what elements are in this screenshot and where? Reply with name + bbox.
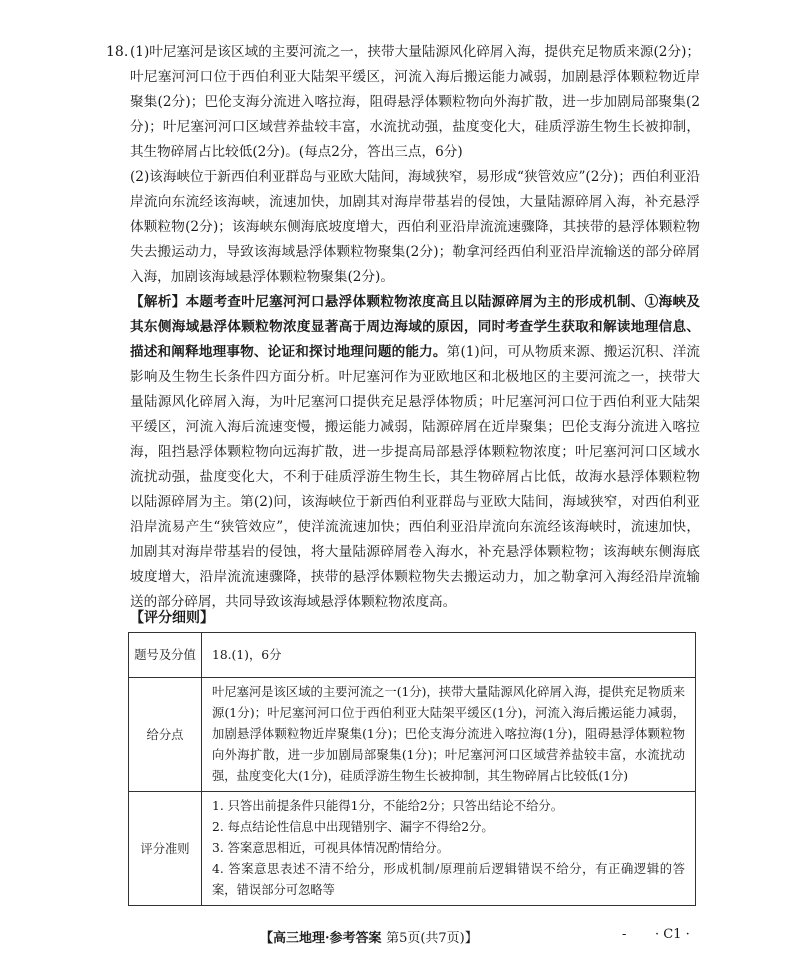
table-row [129, 792, 696, 906]
row-label: 题号及分值 [129, 633, 202, 678]
page-footer [260, 927, 478, 946]
footer-mark: - [622, 927, 627, 942]
rubric-heading: 【评分细则】 [130, 610, 214, 626]
question-number: 18. [106, 44, 129, 60]
row-label: 给分点 [129, 678, 202, 792]
analysis-body: 第(1)问，可从物质来源、搬运沉积、洋流影响及生物生长条件四方面分析。叶尼塞河作为亚欧地区和北极地区的主要河流之一，挟带大量陆源风化碎屑入海，为叶尼塞河口提供充足悬浮体物质；叶尼塞河河口位于西伯利亚大陆架平缓区，河流入海后流速变慢，搬运能力减弱，陆源碎屑在近岸聚集；巴伦支海分流进入喀拉海，阻挡悬浮体颗粒物向远海扩散，进一步提高局部悬浮体颗粒物浓度；叶尼塞河河口区域水流扰动强，盐度变化大，不利于硅质浮游生物生长，其生物碎屑占比低，故海水悬浮体颗粒物以陆源碎屑为主。第(2)问，该海峡位于新西伯利亚群岛与亚欧大陆间，海域狭窄，对西伯利亚沿岸流易产生“狭管效应”，使洋流流速加快；西伯利亚沿岸流向东流经该海峡时，流速加快，加剧其对海岸带基岩的侵蚀，将大量陆源碎屑卷入海水，补充悬浮体颗粒物；该海峡东侧海底坡度增大，沿岸流流速骤降，挟带的悬浮体颗粒物失去搬运动力，加之勒拿河入海经沿岸流输送的部分碎屑，共同导致该海域悬浮体颗粒物浓度高。 [130, 344, 700, 610]
criteria-line: 1. 只答出前提条件只能得1分，不能给2分；只答出结论不给分。 [212, 799, 564, 813]
footer-subject: 【高三地理·参考答案 [260, 931, 382, 946]
table-row [129, 678, 696, 792]
footer-code: · C1 · [655, 927, 690, 942]
criteria-line: 3. 答案意思相近，可视具体情况酌情给分。 [212, 841, 449, 855]
row-value: 叶尼塞河是该区域的主要河流之一(1分)，挟带大量陆源风化碎屑入海，提供充足物质来源(1分)；叶尼塞河河口位于西伯利亚大陆架平缓区(1分)，河流入海后搬运能力减弱，加剧悬浮体颗粒物近岸聚集(1分)；巴伦支海分流进入喀拉海(1分)，阻碍悬浮体颗粒物向外海扩散，进一步加剧局部聚集(1分)；叶尼塞河河口区域营养盐较丰富，水流扰动强，盐度变化大(1分)，硅质浮游生物生长被抑制，其生物碎屑占比较低(1分) [202, 678, 696, 792]
criteria-line: 4. 答案意思表述不清不给分，形成机制/原理前后逻辑错误不给分，有正确逻辑的答案，错误部分可忽略等 [212, 862, 685, 897]
analysis-paragraph [130, 290, 700, 615]
row-value-criteria [202, 792, 696, 906]
row-label: 评分准则 [129, 792, 202, 906]
criteria-line: 2. 每点结论性信息中出现错别字、漏字不得给2分。 [212, 820, 494, 834]
row-value: 18.(1)，6分 [202, 633, 696, 678]
table-row [129, 633, 696, 678]
footer-page: 第5页(共7页)】 [386, 931, 478, 946]
rubric-table [128, 632, 696, 906]
answer-part-1: (1)叶尼塞河是该区域的主要河流之一，挟带大量陆源风化碎屑入海，提供充足物质来源(2分)；叶尼塞河河口位于西伯利亚大陆架平缓区，河流入海后搬运能力减弱，加剧悬浮体颗粒物近岸聚集(2分)；巴伦支海分流进入喀拉海，阻碍悬浮体颗粒物向外海扩散，进一步加剧局部聚集(2分)；叶尼塞河河口区域营养盐较丰富，水流扰动强，盐度变化大，硅质浮游生物生长被抑制，其生物碎屑占比较低(2分)。(每点2分，答出三点，6分) [130, 44, 700, 160]
analysis-lead: 【解析】本题考查叶尼塞河河口悬浮体颗粒物浓度高且以陆源碎屑为主的形成机制、①海峡及其东侧海域悬浮体颗粒物浓度显著高于周边海域的原因，同时考查学生获取和解读地理信息、描述和阐释地理事物、论证和探讨地理问题的能力。 [130, 294, 700, 360]
answer-part-2: (2)该海峡位于新西伯利亚群岛与亚欧大陆间，海域狭窄，易形成“狭管效应”(2分)；西伯利亚沿岸流向东流经该海峡，流速加快，加剧其对海岸带基岩的侵蚀，大量陆源碎屑入海，补充悬浮体颗粒物(2分)；该海峡东侧海底坡度增大，西伯利亚沿岸流流速骤降，其挟带的悬浮体颗粒物失去搬运动力，导致该海域悬浮体颗粒物聚集(2分)；勒拿河经西伯利亚沿岸流输送的部分碎屑入海，加剧该海域悬浮体颗粒物聚集(2分)。 [130, 169, 700, 285]
